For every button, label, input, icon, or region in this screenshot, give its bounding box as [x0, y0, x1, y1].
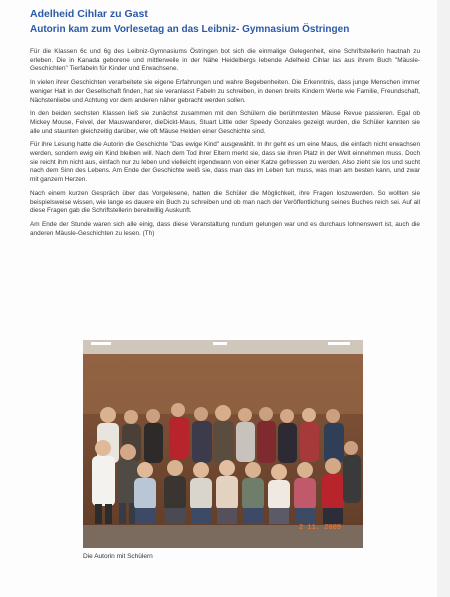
group-photo-image	[83, 340, 363, 548]
group-photo	[83, 340, 363, 548]
paragraph-famous-mice: In den beiden sechsten Klassen ließ sie zunächst zusammen mit den Schülern die berühmtesten Mäuse Revue passieren. Egal ob Mickey Mouse, Feivel, der Mauswanderer, dieDickt-Maus, Stuart Little oder Speedy Gonzales gezeigt wurden, die Schüler kannten sie alle und staunten gleichzeitig darüber, wie oft Mäuse Helden einer Geschichte sind.	[30, 110, 420, 135]
page-edge	[437, 0, 450, 597]
article-subtitle: Autorin kam zum Vorlesetag an das Leibniz- Gymnasium Östringen	[30, 24, 350, 35]
photo-date-stamp: 2 11. 2009	[298, 524, 341, 532]
paragraph-experiences: In vielen ihrer Geschichten verarbeitete sie eigene Erfahrungen und wahre Begebenheiten. Die Erkenntnis, dass junge Menschen immer weniger Halt in der Gesellschaft finden, hat sie veranlasst Fabeln zu schreiben, in denen breits Kindern Werte wie Familie, Freundschaft, Nächstenliebe und Achtung vor dem anderen näher gebracht werden sollen.	[30, 79, 420, 104]
paragraph-reading: Für ihre Lesung hatte die Autorin die Geschichte "Das ewige Kind" ausgewählt. In ihr geht es um eine Maus, die einfach nicht erwachsen werden, sondern ewig ein Kind bleiben will. Nach dem Tod ihrer Eltern merkt sie, dass sie ihren Platz in der Welt einnehmen muss. Doch sie reicht ihm nicht aus, einfach nur zu leben und vielleicht irgendwann von einer Katze gefressen zu werden. Also zieht sie los und sucht nach dem Sinn des Lebens. Am Ende der Geschichte weiß sie, dass man das im Leben tun muss, was man am besten kann, und zwar mit ganzem Herzen.	[30, 141, 420, 184]
paragraph-conclusion: Am Ende der Stunde waren sich alle einig, dass diese Veranstaltung rundum gelungen war und es durchaus lohnenswert ist, auch die anderen Mäusle-Geschichten zu lesen. (Th)	[30, 220, 420, 237]
photo-caption: Die Autorin mit Schülern	[83, 553, 153, 560]
article-title: Adelheid Cihlar zu Gast	[30, 8, 148, 20]
paragraph-intro: Für die Klassen 6c und 6g des Leibniz-Gymnasiums Östringen bot sich die einmalige Gelegenheit, eine Schriftstellerin hautnah zu erleben. Die in Kanada geborene und mittlerweile in der Nähe Heidelbergs lebende Adelheid Cihlar las aus ihrem Buch "Mäusle-Geschichten" Tierfabeln für Kinder und Erwachsene.	[30, 48, 420, 73]
paragraph-questions: Nach einem kurzen Gespräch über das Vorgelesene, hatten die Schüler die Möglichkeit, ihre Fragen loszuwerden. So wollten sie beispielsweise wissen, wie lange es dauere ein Buch zu schreiben und ob man nach der Veröffentlichung seines Buches reich sei. Auf all diese Fragen gab die Schriftstellerin bereitwillig Auskunft.	[30, 189, 420, 215]
article-body	[30, 48, 420, 243]
